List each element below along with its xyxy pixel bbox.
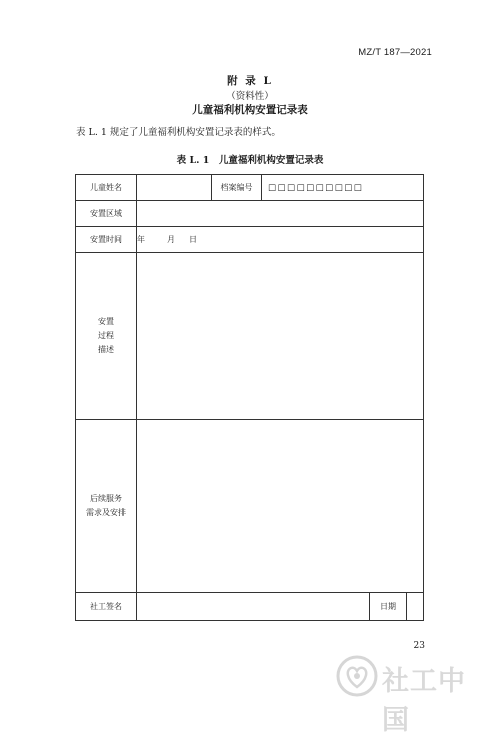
date-month-unit: 月 [167, 235, 175, 244]
followup-service-field[interactable] [137, 420, 424, 593]
heart-hands-logo-icon [336, 655, 378, 697]
archive-number-boxes: □□□□□□□□□□ [268, 182, 364, 193]
table-title: 表 L. 1 儿童福利机构安置记录表 [176, 155, 324, 166]
archive-number-field[interactable] [262, 175, 424, 201]
appendix-name: 儿童福利机构安置记录表 [192, 104, 308, 116]
child-name-field[interactable] [137, 175, 212, 201]
placement-area-label: 安置区域 [76, 201, 137, 227]
placement-process-field[interactable] [137, 253, 424, 420]
watermark-text: 社工中国 [382, 666, 466, 736]
appendix-title: 附 录 L [227, 75, 273, 87]
date-field[interactable] [407, 593, 424, 621]
date-year-unit: 年 [137, 235, 145, 244]
child-name-label: 儿童姓名 [76, 175, 137, 201]
placement-process-label: 安置 过程 描述 [76, 253, 137, 420]
date-day-unit: 日 [189, 235, 197, 244]
date-label: 日期 [370, 593, 407, 621]
watermark [336, 655, 486, 736]
placement-record-table [75, 174, 424, 621]
placement-area-field[interactable] [137, 201, 424, 227]
placement-time-field[interactable] [137, 227, 424, 253]
standard-code: MZ/T 187—2021 [358, 47, 432, 58]
social-worker-signature-label: 社工签名 [76, 593, 137, 621]
intro-text: 表 L. 1 规定了儿童福利机构安置记录表的样式。 [76, 127, 281, 138]
placement-time-label: 安置时间 [76, 227, 137, 253]
page-number: 23 [413, 641, 425, 651]
archive-number-label: 档案编号 [212, 175, 262, 201]
appendix-type: （资料性） [226, 91, 274, 102]
social-worker-signature-field[interactable] [137, 593, 370, 621]
followup-service-label: 后续服务 需求及安排 [76, 420, 137, 593]
